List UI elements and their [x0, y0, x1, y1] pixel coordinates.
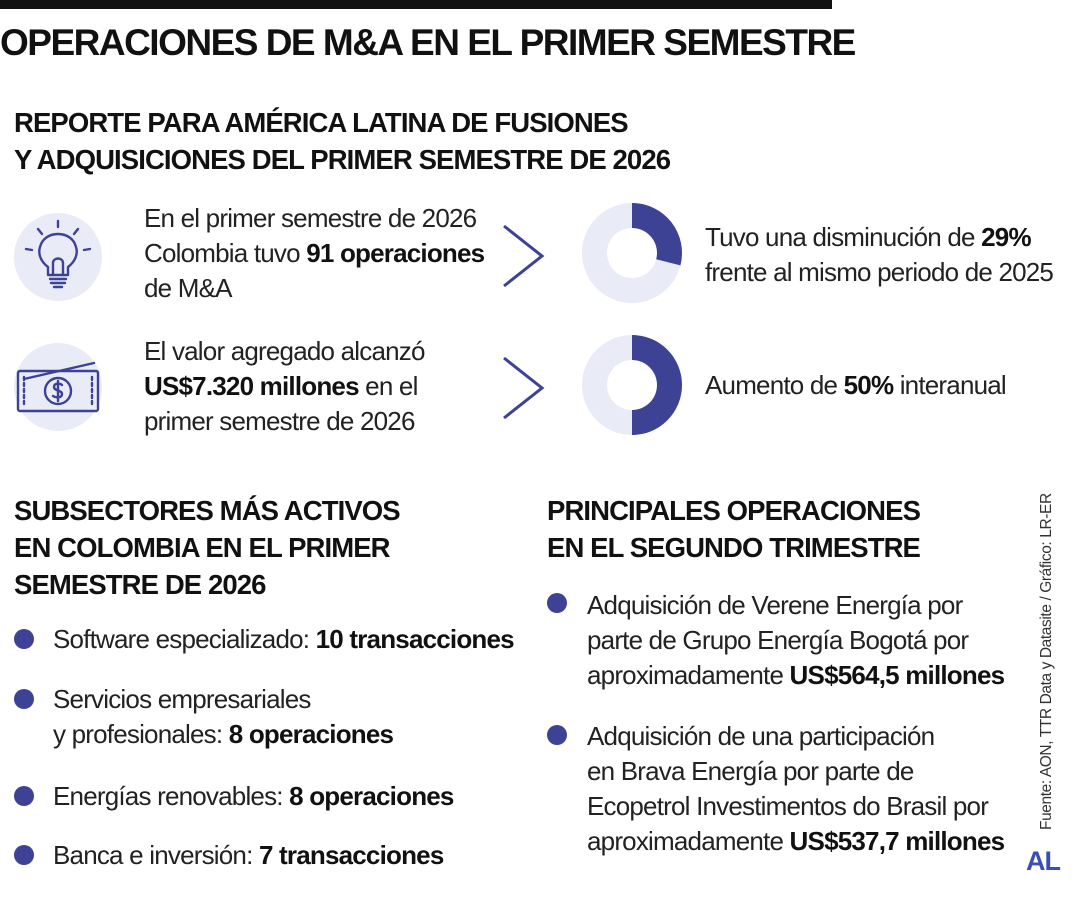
- brand-logo: AL: [1026, 846, 1060, 876]
- operations-title: [547, 492, 920, 566]
- stat-text-part: Colombia tuvo: [144, 238, 307, 268]
- list-item-line: [587, 824, 1004, 859]
- list-item-text: Software especializado:: [53, 624, 316, 654]
- page-title: OPERACIONES DE M&A EN EL PRIMER SEMESTRE: [0, 22, 855, 63]
- stat-line: frente al mismo periodo de 2025: [705, 257, 1054, 287]
- list-item-highlight: 7 transacciones: [258, 840, 444, 870]
- stat-line: El valor agregado alcanzó: [144, 336, 425, 366]
- list-item-highlight: 10 transacciones: [315, 624, 514, 654]
- list-item-highlight: US$537,7 millones: [789, 826, 1005, 856]
- lightbulb-icon: [14, 213, 102, 301]
- money-bill-icon: [14, 343, 102, 431]
- stat-text-part: Aumento de: [705, 370, 844, 400]
- list-item-text: Banca e inversión:: [53, 840, 259, 870]
- donut-chart-increase: [580, 333, 684, 437]
- list-item-highlight: US$564,5 millones: [789, 660, 1005, 690]
- section-title-line: PRINCIPALES OPERACIONES: [547, 495, 921, 526]
- stat-operations-text: [144, 201, 484, 306]
- section-title-line: SUBSECTORES MÁS ACTIVOS: [14, 495, 400, 526]
- section-title-line: EN COLOMBIA EN EL PRIMER: [14, 532, 390, 563]
- stat-value-text: [144, 334, 425, 439]
- chevron-right-icon: [496, 352, 556, 422]
- donut-chart-decrease: [580, 201, 684, 305]
- stat-increase-text: [705, 368, 1006, 403]
- stat-line: En el primer semestre de 2026: [144, 203, 477, 233]
- stat-line: de M&A: [144, 273, 232, 303]
- source-credit: Fuente: AON, TTR Data y Datasite / Gráfico: LR-ER: [1038, 493, 1055, 830]
- section-title-line: EN EL SEGUNDO TRIMESTRE: [547, 532, 921, 563]
- stat-text-part: interanual: [893, 370, 1006, 400]
- list-item-text: aproximadamente: [587, 660, 790, 690]
- bullet-dot: [547, 725, 567, 745]
- bullet-dot: [14, 689, 34, 709]
- stat-highlight: US$7.320 millones: [144, 371, 359, 401]
- bullet-dot: [14, 845, 34, 865]
- section-title-line: SEMESTRE DE 2026: [14, 569, 266, 600]
- subsectors-title: [14, 492, 400, 603]
- list-item-text: y profesionales:: [53, 719, 229, 749]
- stat-line: [705, 368, 1006, 403]
- report-subtitle: [14, 104, 670, 178]
- list-item: [587, 588, 1004, 693]
- list-item-line: [587, 658, 1004, 693]
- list-item-text: aproximadamente: [587, 826, 790, 856]
- list-item-text: Adquisición de Verene Energía por: [587, 590, 963, 620]
- list-item: [53, 779, 454, 814]
- stat-text-part: Tuvo una disminución de: [705, 222, 982, 252]
- stat-highlight: 29%: [981, 222, 1031, 252]
- list-item-highlight: 8 operaciones: [289, 781, 454, 811]
- list-item: [53, 838, 444, 873]
- list-item-text: en Brava Energía por parte de: [587, 756, 914, 786]
- list-item: [53, 622, 514, 657]
- stat-highlight: 91 operaciones: [306, 238, 485, 268]
- report-subtitle-line: REPORTE PARA AMÉRICA LATINA DE FUSIONES: [14, 107, 628, 138]
- stat-decrease-text: [705, 220, 1053, 290]
- stat-text-part: en el: [358, 371, 418, 401]
- stat-line: primer semestre de 2026: [144, 406, 415, 436]
- stat-line: [705, 220, 1053, 255]
- list-item-text: Adquisición de una participación: [587, 721, 935, 751]
- bullet-dot: [14, 629, 34, 649]
- donut-slice: [632, 203, 682, 265]
- list-item-text: Servicios empresariales: [53, 684, 311, 714]
- list-item-text: Ecopetrol Investimentos do Brasil por: [587, 791, 989, 821]
- bullet-dot: [14, 786, 34, 806]
- stat-line: [144, 236, 484, 271]
- stat-highlight: 50%: [843, 370, 894, 400]
- list-item-line: [53, 717, 393, 752]
- list-item-text: Energías renovables:: [53, 781, 290, 811]
- chevron-right-icon: [496, 220, 556, 290]
- stat-line: [144, 369, 425, 404]
- donut-slice: [632, 335, 682, 435]
- list-item-text: parte de Grupo Energía Bogotá por: [587, 625, 969, 655]
- top-rule: [0, 0, 832, 9]
- bullet-dot: [547, 593, 567, 613]
- list-item-highlight: 8 operaciones: [228, 719, 394, 749]
- list-item: [587, 719, 1004, 859]
- report-subtitle-line: Y ADQUISICIONES DEL PRIMER SEMESTRE DE 2026: [14, 144, 671, 175]
- list-item: [53, 682, 393, 752]
